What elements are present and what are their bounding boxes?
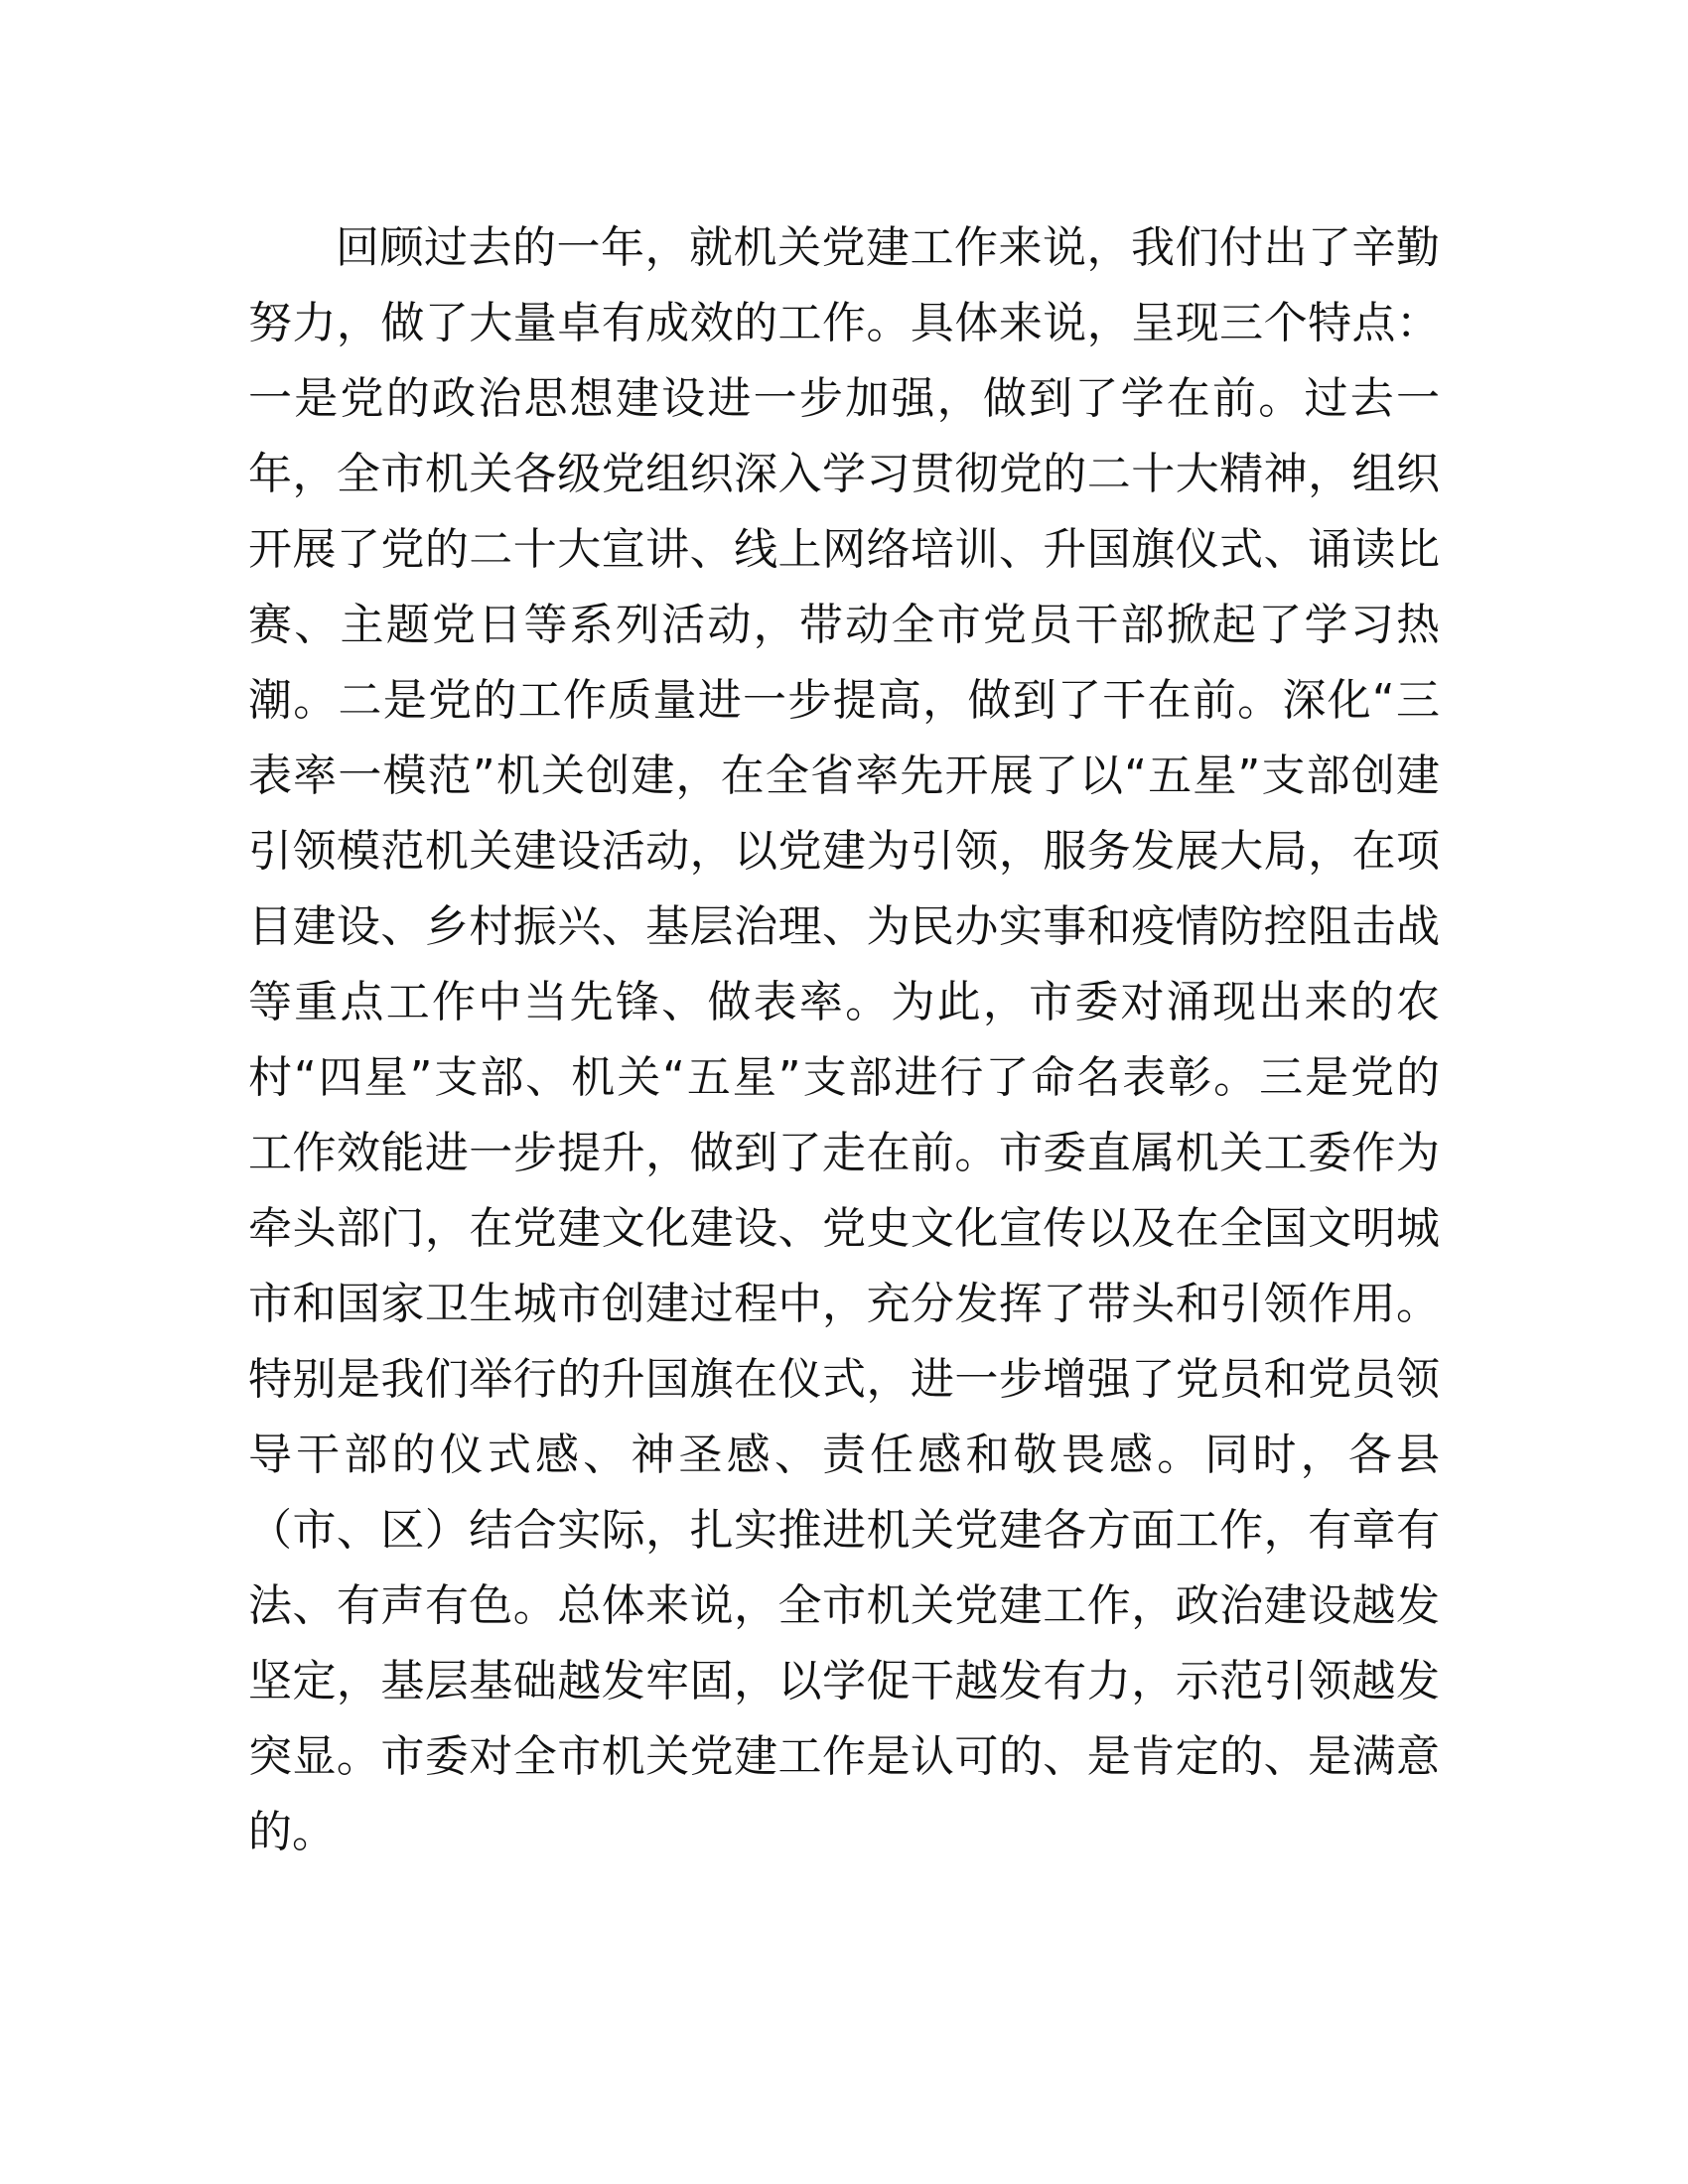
paragraph-line: 突显。市委对全市机关党建工作是认可的、是肯定的、是满意 xyxy=(248,1731,1440,1782)
paragraph-line: 赛、主题党日等系列活动，带动全市党员干部掀起了学习热 xyxy=(248,600,1440,650)
paragraph-line: 市和国家卫生城市创建过程中，充分发挥了带头和引领作用。 xyxy=(248,1279,1440,1329)
paragraph-line: 开展了党的二十大宣讲、线上网络培训、升国旗仪式、诵读比 xyxy=(248,524,1440,575)
paragraph-line: 努力，做了大量卓有成效的工作。具体来说，呈现三个特点： xyxy=(248,298,1440,348)
paragraph-line: 表率一模范”机关创建，在全省率先开展了以“五星”支部创建 xyxy=(248,751,1440,801)
paragraph-line: 村“四星”支部、机关“五星”支部进行了命名表彰。三是党的 xyxy=(248,1052,1440,1103)
paragraph-line: 引领模范机关建设活动，以党建为引领，服务发展大局，在项 xyxy=(248,826,1440,877)
paragraph-line: 回顾过去的一年，就机关党建工作来说，我们付出了辛勤 xyxy=(336,222,1440,273)
paragraph-line: 牵头部门，在党建文化建设、党史文化宣传以及在全国文明城 xyxy=(248,1203,1440,1254)
paragraph-line: 工作效能进一步提升，做到了走在前。市委直属机关工委作为 xyxy=(248,1128,1440,1178)
paragraph-line: 特别是我们举行的升国旗在仪式，进一步增强了党员和党员领 xyxy=(248,1354,1440,1405)
paragraph-line: 的。 xyxy=(248,1807,336,1857)
paragraph-line: （市、区）结合实际，扎实推进机关党建各方面工作，有章有 xyxy=(248,1505,1440,1556)
paragraph-line: 潮。二是党的工作质量进一步提高，做到了干在前。深化“三 xyxy=(248,675,1440,726)
paragraph-line: 一是党的政治思想建设进一步加强，做到了学在前。过去一 xyxy=(248,373,1440,424)
body-paragraph xyxy=(248,210,1440,1870)
paragraph-line: 目建设、乡村振兴、基层治理、为民办实事和疫情防控阻击战 xyxy=(248,901,1440,952)
paragraph-line: 等重点工作中当先锋、做表率。为此，市委对涌现出来的农 xyxy=(248,977,1440,1027)
paragraph-line: 坚定，基层基础越发牢固，以学促干越发有力，示范引领越发 xyxy=(248,1656,1440,1706)
paragraph-line: 年，全市机关各级党组织深入学习贯彻党的二十大精神，组织 xyxy=(248,449,1440,499)
paragraph-line: 法、有声有色。总体来说，全市机关党建工作，政治建设越发 xyxy=(248,1580,1440,1631)
paragraph-line: 导干部的仪式感、神圣感、责任感和敬畏感。同时，各县 xyxy=(248,1430,1440,1480)
